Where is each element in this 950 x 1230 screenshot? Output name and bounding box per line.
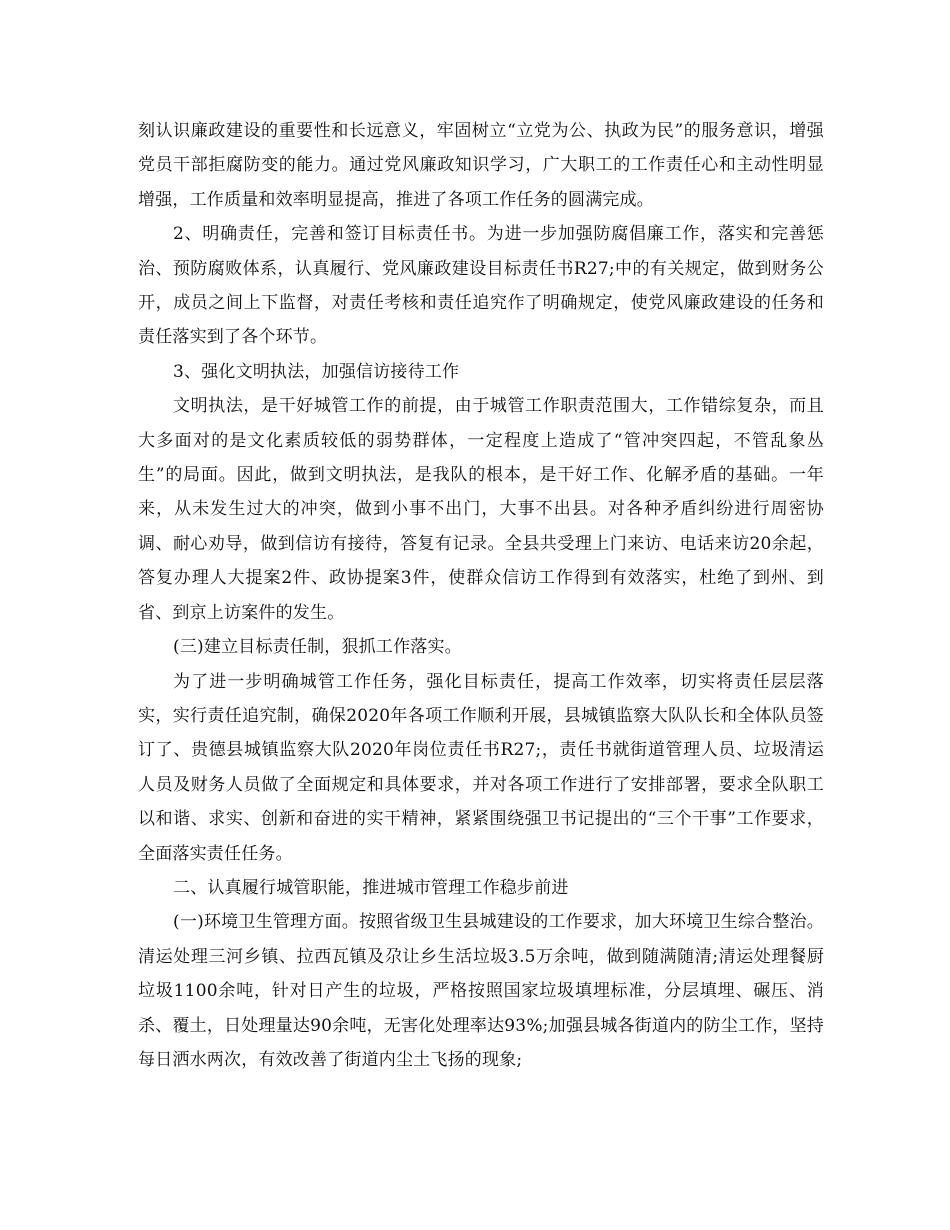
body-paragraph: 为了进一步明确城管工作任务，强化目标责任，提高工作效率，切实将责任层层落实，实行责任追究制，确保2020年各项工作顺利开展，县城镇监察大队队长和全体队员签订了、贵德县城镇监察大队2020年岗位责任书R27;，责任书就街道管理人员、垃圾清运人员及财务人员做了全面规定和具体要求，并对各项工作进行了安排部署，要求全队职工以和谐、求实、创新和奋进的实干精神，紧紧围绕强卫书记提出的“三个干事”工作要求，全面落实责任任务。 — [138, 671, 824, 864]
section-heading: 二、认真履行城管职能，推进城市管理工作稳步前进 — [173, 877, 569, 898]
body-paragraph: 文明执法，是干好城管工作的前提，由于城管工作职责范围大，工作错综复杂，而且大多面对的是文化素质较低的弱势群体，一定程度上造成了“管冲突四起，不管乱象丛生”的局面。因此，做到文明执法，是我队的根本，是干好工作、化解矛盾的基础。一年来，从未发生过大的冲突，做到小事不出门，大事不出县。对各种矛盾纠纷进行周密协调、耐心劝导，做到信访有接待，答复有记录。全县共受理上门来访、电话来访20余起，答复办理人大提案2件、政协提案3件，使群众信访工作得到有效落实，杜绝了到州、到省、到京上访案件的发生。 — [138, 396, 824, 623]
body-paragraph: (一)环境卫生管理方面。按照省级卫生县城建设的工作要求，加大环境卫生综合整治。清运处理三河乡镇、拉西瓦镇及尕让乡生活垃圾3.5万余吨，做到随满随清;清运处理餐厨垃圾1100余吨，针对日产生的垃圾，严格按照国家垃圾填埋标准，分层填埋、碾压、消杀、覆土，日处理量达90余吨，无害化处理率达93%;加强县城各街道内的防尘工作，坚持每日洒水两次，有效改善了街道内尘土飞扬的现象; — [138, 912, 824, 1070]
section-heading: 3、强化文明执法，加强信访接待工作 — [173, 361, 460, 382]
body-paragraph: 2、明确责任，完善和签订目标责任书。为进一步加强防腐倡廉工作，落实和完善惩治、预防腐败体系，认真履行、党风廉政建设目标责任书R27;中的有关规定，做到财务公开，成员之间上下监督，对责任考核和责任追究作了明确规定，使党风廉政建设的任务和责任落实到了各个环节。 — [138, 224, 824, 348]
body-paragraph: 刻认识廉政建设的重要性和长远意义，牢固树立“立党为公、执政为民”的服务意识，增强党员干部拒腐防变的能力。通过党风廉政知识学习，广大职工的工作责任心和主动性明显增强，工作质量和效率明显提高，推进了各项工作任务的圆满完成。 — [138, 121, 824, 210]
section-heading: (三)建立目标责任制，狠抓工作落实。 — [173, 637, 462, 658]
